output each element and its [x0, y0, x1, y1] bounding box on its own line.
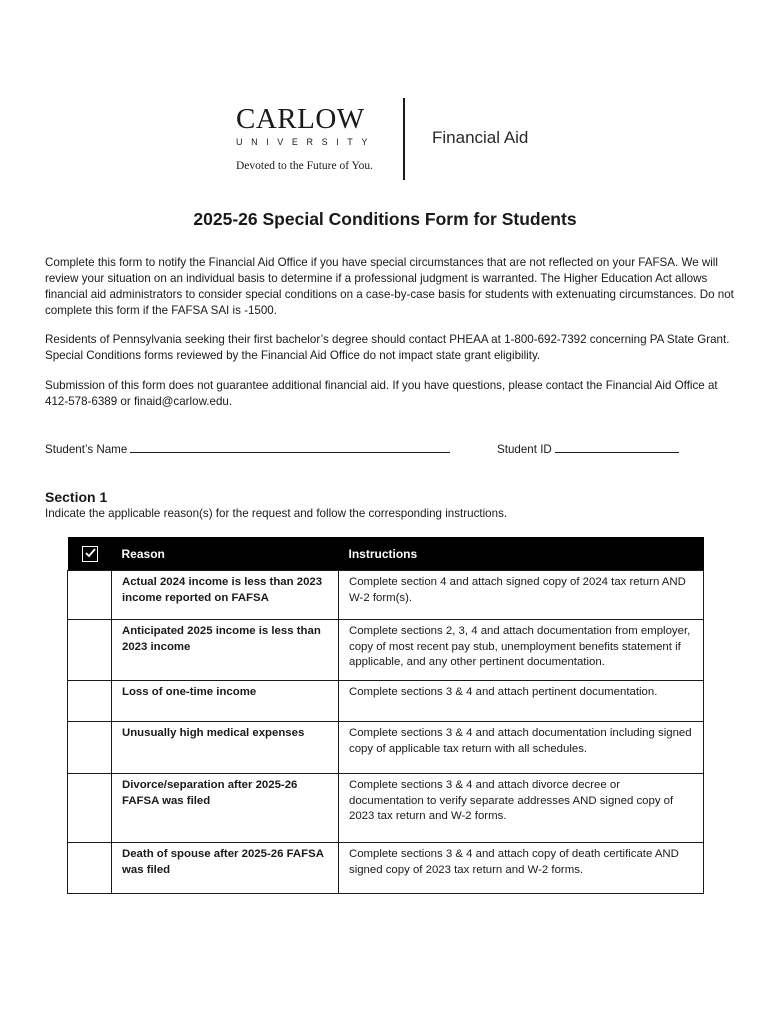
instructions-cell: Complete section 4 and attach signed copy of 2024 tax return AND W-2 form(s).: [339, 571, 704, 620]
pa-residents-paragraph: Residents of Pennsylvania seeking their first bachelor’s degree should contact PHEAA at 1-800-692-7392 concerning PA State Grant. Special Conditions forms reviewed by the Financial Aid Office do not impact state grant eligibility.: [45, 333, 730, 362]
checkbox-checked-icon: [82, 546, 98, 562]
student-name-label: Student’s Name: [45, 443, 128, 456]
instructions-cell: Complete sections 3 & 4 and attach copy of death certificate AND signed copy of 2023 tax return and W-2 forms.: [339, 843, 704, 894]
instructions-header: Instructions: [339, 537, 704, 571]
reason-cell: Actual 2024 income is less than 2023 income reported on FAFSA: [112, 571, 339, 620]
department-name: Financial Aid: [432, 128, 529, 147]
carlow-logo: [236, 104, 386, 172]
reason-checkbox[interactable]: [68, 681, 112, 722]
table-row: [68, 681, 704, 722]
student-id-field[interactable]: [497, 441, 679, 456]
instructions-cell: Complete sections 2, 3, 4 and attach documentation from employer, copy of most recent pay stub, unemployment benefits statement if applicable, and any other pertinent documentation.: [339, 620, 704, 681]
submission-paragraph: Submission of this form does not guarantee additional financial aid. If you have questions, please contact the Financial Aid Office at 412-578-6389 or finaid@carlow.edu.: [45, 379, 718, 408]
table-row: [68, 843, 704, 894]
table-row: [68, 722, 704, 774]
student-name-input-line[interactable]: [130, 441, 450, 453]
form-title: 2025-26 Special Conditions Form for Students: [193, 209, 577, 229]
checkbox-header: [68, 537, 112, 571]
intro-paragraph: Complete this form to notify the Financial Aid Office if you have special circumstances that are not reflected on your FAFSA. We will review your situation on an individual basis to determine if a professional judgment is warranted. The Higher Education Act allows financial aid administrators to consider special conditions on a case-by-case basis for students with extenuating circumstances. Do not complete this form if the FAFSA SAI is -1500.: [45, 256, 734, 317]
instructions-cell: Complete sections 3 & 4 and attach pertinent documentation.: [339, 681, 704, 722]
student-id-input-line[interactable]: [555, 441, 679, 453]
reason-checkbox[interactable]: [68, 843, 112, 894]
reasons-table: [67, 537, 704, 894]
logo-wordmark: CARLOW: [236, 103, 365, 135]
reason-checkbox[interactable]: [68, 571, 112, 620]
reason-header: Reason: [112, 537, 339, 571]
reason-checkbox[interactable]: [68, 774, 112, 843]
reason-cell: Loss of one-time income: [112, 681, 339, 722]
section-1-description: Indicate the applicable reason(s) for the request and follow the corresponding instructions.: [45, 507, 508, 520]
reason-cell: Anticipated 2025 income is less than 2023 income: [112, 620, 339, 681]
reason-cell: Divorce/separation after 2025-26 FAFSA was filed: [112, 774, 339, 843]
table-row: [68, 774, 704, 843]
logo-subtitle: UNIVERSITY: [236, 137, 377, 147]
reason-cell: Unusually high medical expenses: [112, 722, 339, 774]
student-id-label: Student ID: [497, 443, 552, 456]
table-row: [68, 620, 704, 681]
instructions-cell: Complete sections 3 & 4 and attach divorce decree or documentation to verify separate addresses AND signed copy of 2023 tax return and W-2 forms.: [339, 774, 704, 843]
reason-checkbox[interactable]: [68, 620, 112, 681]
table-row: [68, 571, 704, 620]
instructions-cell: Complete sections 3 & 4 and attach documentation including signed copy of applicable tax return with all schedules.: [339, 722, 704, 774]
student-name-field[interactable]: [45, 441, 450, 456]
logo-divider: [403, 98, 405, 180]
section-1-title: Section 1: [45, 489, 108, 505]
reason-checkbox[interactable]: [68, 722, 112, 774]
table-header-row: [68, 537, 704, 571]
logo-tagline: Devoted to the Future of You.: [236, 160, 374, 172]
reason-cell: Death of spouse after 2025-26 FAFSA was filed: [112, 843, 339, 894]
